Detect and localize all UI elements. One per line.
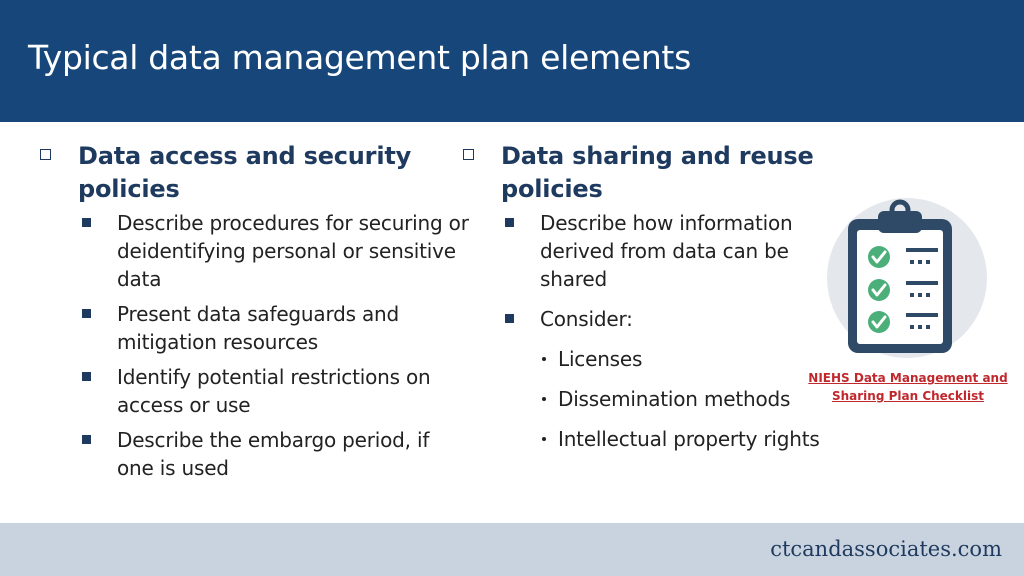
left-item-3: [40, 363, 470, 419]
slide-title: Typical data management plan elements: [28, 38, 691, 77]
checkbox-outline-icon: [40, 149, 51, 160]
left-item-4: [40, 426, 470, 482]
dot-bullet-icon: [542, 357, 546, 361]
right-bullet-2: [463, 385, 843, 413]
right-item-text: Describe how information derived from data can be shared: [540, 211, 793, 291]
left-item-text: Describe the embargo period, if one is used: [117, 428, 430, 480]
square-bullet-icon: [82, 435, 91, 444]
square-bullet-icon: [82, 372, 91, 381]
left-column: [40, 140, 470, 482]
dot-bullet-icon: [542, 397, 546, 401]
square-bullet-icon: [505, 314, 514, 323]
left-item-1: [40, 209, 470, 293]
footer-bar: [0, 523, 1024, 576]
right-heading-text: Data sharing and reuse policies: [501, 142, 814, 203]
right-column: [463, 140, 843, 453]
right-item-2: [463, 305, 843, 333]
square-bullet-icon: [505, 218, 514, 227]
right-bullet-1: [463, 345, 843, 373]
right-bullet-3: [463, 425, 843, 453]
right-bullet-text: Intellectual property rights: [558, 427, 820, 451]
left-item-text: Describe procedures for securing or deidentifying personal or sensitive data: [117, 211, 469, 291]
checklist-link-line-1[interactable]: NIEHS Data Management and: [808, 371, 1008, 385]
title-bar: [0, 0, 1024, 122]
square-bullet-icon: [82, 218, 91, 227]
dot-bullet-icon: [542, 437, 546, 441]
checklist-link[interactable]: [808, 369, 1008, 405]
left-heading: [40, 140, 470, 206]
left-heading-text: Data access and security policies: [78, 142, 412, 203]
footer-brand: ctcandassociates.com: [770, 537, 1002, 561]
right-item-text: Consider:: [540, 307, 633, 331]
right-bullet-text: Dissemination methods: [558, 387, 791, 411]
right-bullet-text: Licenses: [558, 347, 643, 371]
left-item-2: [40, 300, 470, 356]
clipboard-checklist-icon: [826, 197, 988, 359]
square-bullet-icon: [82, 309, 91, 318]
checklist-link-line-2[interactable]: Sharing Plan Checklist: [831, 389, 985, 403]
left-item-text: Identify potential restrictions on access or use: [117, 365, 431, 417]
left-item-text: Present data safeguards and mitigation resources: [117, 302, 400, 354]
right-heading: [463, 140, 843, 206]
right-item-1: [463, 209, 843, 293]
checkbox-outline-icon: [463, 149, 474, 160]
